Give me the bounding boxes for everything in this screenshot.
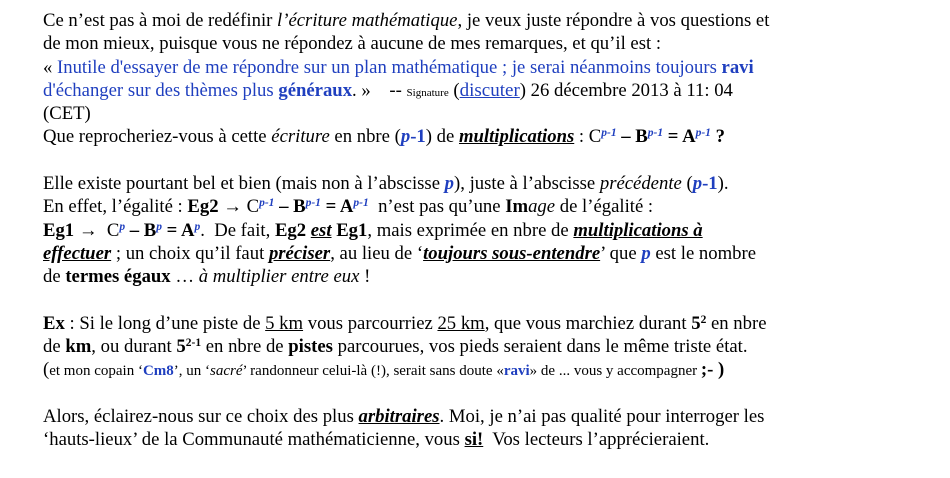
exponent: p	[119, 220, 126, 233]
quoted-text: Inutile d'essayer de me répondre sur un plan mathématique ; je serai néanmoins toujours	[57, 56, 722, 78]
text: . Moi, je n’ai pas qualité pour interroger les	[439, 406, 765, 428]
var-p: p	[444, 173, 455, 195]
text-italic: à multiplier entre eux	[198, 266, 360, 288]
emphasis: effectuer	[43, 242, 112, 264]
text: , au lieu de ‘	[330, 242, 424, 264]
text: de mon mieux, puisque vous ne répondez à aucune de mes remarques, et qu’il est :	[43, 33, 662, 55]
text: , mais exprimée en nbre de	[367, 219, 574, 241]
exponent: p-1	[259, 197, 275, 210]
formula: – B	[125, 219, 157, 241]
text: ), juste à l’abscisse	[454, 173, 600, 195]
spacer	[43, 149, 923, 172]
quoted-text-bold: ravi	[721, 56, 754, 78]
quoted-text: d'échanger sur des thèmes plus	[43, 79, 279, 101]
text: En effet, l’égalité :	[43, 196, 188, 218]
paragraph-1-line-2	[43, 32, 923, 55]
example-line-3	[43, 358, 923, 381]
spacer	[43, 289, 923, 312]
exponent: p-1	[601, 127, 617, 140]
formula: C	[241, 196, 260, 218]
signature-label: Signature	[406, 86, 449, 99]
text: Que reprocheriez-vous à cette	[43, 126, 272, 148]
username: Cm8	[142, 363, 174, 380]
text: Elle existe pourtant bel et bien (mais non à l’abscisse	[43, 173, 445, 195]
var-p: p	[400, 126, 411, 148]
text: de	[43, 266, 66, 288]
exponent: p	[156, 220, 162, 233]
text: en nbre de	[201, 336, 289, 358]
label-eg2: Eg2 →	[187, 196, 242, 218]
emphasis: multiplications	[458, 126, 575, 148]
text-bold: pistes	[288, 336, 333, 358]
example-line-2	[43, 335, 923, 358]
text: de	[43, 336, 66, 358]
closing-line-1	[43, 405, 923, 428]
quote-line-2	[43, 79, 923, 102]
text: ).	[717, 173, 729, 195]
text: de l’égalité :	[555, 196, 654, 218]
label-eg1: Eg1 →	[43, 219, 98, 241]
text: (	[681, 173, 693, 195]
text-italic: précédente	[599, 173, 682, 195]
text: en nbre (	[329, 126, 401, 148]
formula: – B	[274, 196, 306, 218]
paragraph-2-line-4	[43, 242, 923, 265]
quote-close: . »	[352, 79, 371, 101]
emphasis: si!	[464, 429, 484, 451]
distance: 25 km	[437, 312, 485, 334]
formula: = A	[320, 196, 354, 218]
text: ’ que	[600, 242, 642, 264]
emphasis: préciser	[268, 242, 331, 264]
formula: = A	[161, 219, 195, 241]
text-italic: sacré	[210, 363, 243, 380]
paragraph-1-line-1	[43, 9, 923, 32]
label-eg2: Eg2	[274, 219, 307, 241]
paragraph-2-line-1	[43, 172, 923, 195]
document-body	[43, 9, 923, 452]
text: Ce n’est pas à moi de redéfinir	[43, 10, 278, 31]
closing-line-2	[43, 428, 923, 451]
text: ’, un ‘	[173, 363, 211, 380]
text-bold: km	[65, 336, 92, 358]
text-italic: age	[528, 196, 556, 218]
text: …	[170, 266, 199, 288]
text: Alors, éclairez-nous sur ce choix des plus	[43, 406, 359, 428]
text: est le nombre	[650, 242, 757, 264]
emphasis: toujours sous-entendre	[423, 242, 601, 264]
text: !	[359, 266, 371, 288]
text: ; un choix qu’il faut	[111, 242, 269, 264]
emphasis: arbitraires	[358, 406, 440, 428]
var-p: p	[692, 173, 703, 195]
formula: = A	[663, 126, 696, 148]
emphasis: est	[310, 219, 332, 241]
text: ?	[710, 126, 725, 148]
smiley: ;-	[700, 359, 714, 381]
text: . De fait,	[200, 219, 275, 241]
text: en nbre	[706, 312, 767, 334]
exponent: 2	[700, 313, 707, 326]
text-italic: écriture	[271, 126, 330, 148]
text: (	[448, 79, 460, 101]
question-line	[43, 125, 923, 148]
emphasis: multiplications à	[573, 219, 703, 241]
text: , que vous marchiez durant	[484, 312, 692, 334]
spacer	[43, 382, 923, 405]
formula: – B	[616, 126, 648, 148]
text: parcourues, vos pieds seraient dans le même triste état.	[332, 336, 748, 358]
text: ’ randonneur celui-là (!), serait sans doute «	[242, 363, 504, 380]
exponent: p-1	[695, 127, 711, 140]
quote-open: «	[43, 56, 58, 78]
exponent: p-1	[647, 127, 664, 140]
timezone: (CET)	[43, 103, 91, 125]
text-bold: termes égaux	[65, 266, 171, 288]
text: -1	[702, 173, 718, 195]
exponent: p-1	[305, 197, 321, 210]
quoted-text-bold: généraux	[278, 79, 353, 101]
example-label: Ex	[43, 312, 65, 334]
formula: : C	[574, 126, 602, 148]
quote-line-1	[43, 56, 923, 79]
discuter-link[interactable]: discuter	[459, 79, 520, 101]
text-bold: ravi	[503, 363, 530, 380]
text: )	[713, 359, 725, 381]
text: vous parcourriez	[303, 312, 438, 334]
paragraph-2-line-5	[43, 265, 923, 288]
text-italic: l’écriture mathématique	[277, 10, 458, 31]
text: -1	[410, 126, 426, 148]
text: , ou durant	[91, 336, 177, 358]
text: : Si le long d’une piste de	[64, 312, 266, 334]
text: --	[370, 79, 407, 101]
formula: 5	[176, 336, 186, 358]
text-bold: Im	[505, 196, 529, 218]
exponent: 2-1	[185, 337, 202, 350]
timezone-line	[43, 102, 923, 125]
label-eg1: Eg1	[336, 219, 368, 241]
exponent: p	[194, 220, 201, 233]
exponent: p-1	[353, 197, 369, 210]
formula: 5	[691, 312, 701, 334]
text: ) de	[425, 126, 459, 148]
text: ‘hauts-lieux’ de la Communauté mathématicienne, vous	[43, 429, 465, 451]
text: (	[43, 359, 50, 381]
timestamp: ) 26 décembre 2013 à 11: 04	[519, 79, 733, 101]
paragraph-2-line-2	[43, 195, 923, 218]
text: n’est pas qu’une	[368, 196, 506, 218]
var-p: p	[641, 242, 651, 264]
formula: C	[97, 219, 120, 241]
text: Vos lecteurs l’apprécieraient.	[483, 429, 710, 451]
text: , je veux juste répondre à vos questions et	[457, 10, 770, 31]
text: et mon copain ‘	[49, 363, 143, 380]
example-line-1	[43, 312, 923, 335]
paragraph-2-line-3	[43, 219, 923, 242]
text: » de ... vous y accompagner	[529, 363, 701, 380]
distance: 5 km	[265, 312, 304, 334]
